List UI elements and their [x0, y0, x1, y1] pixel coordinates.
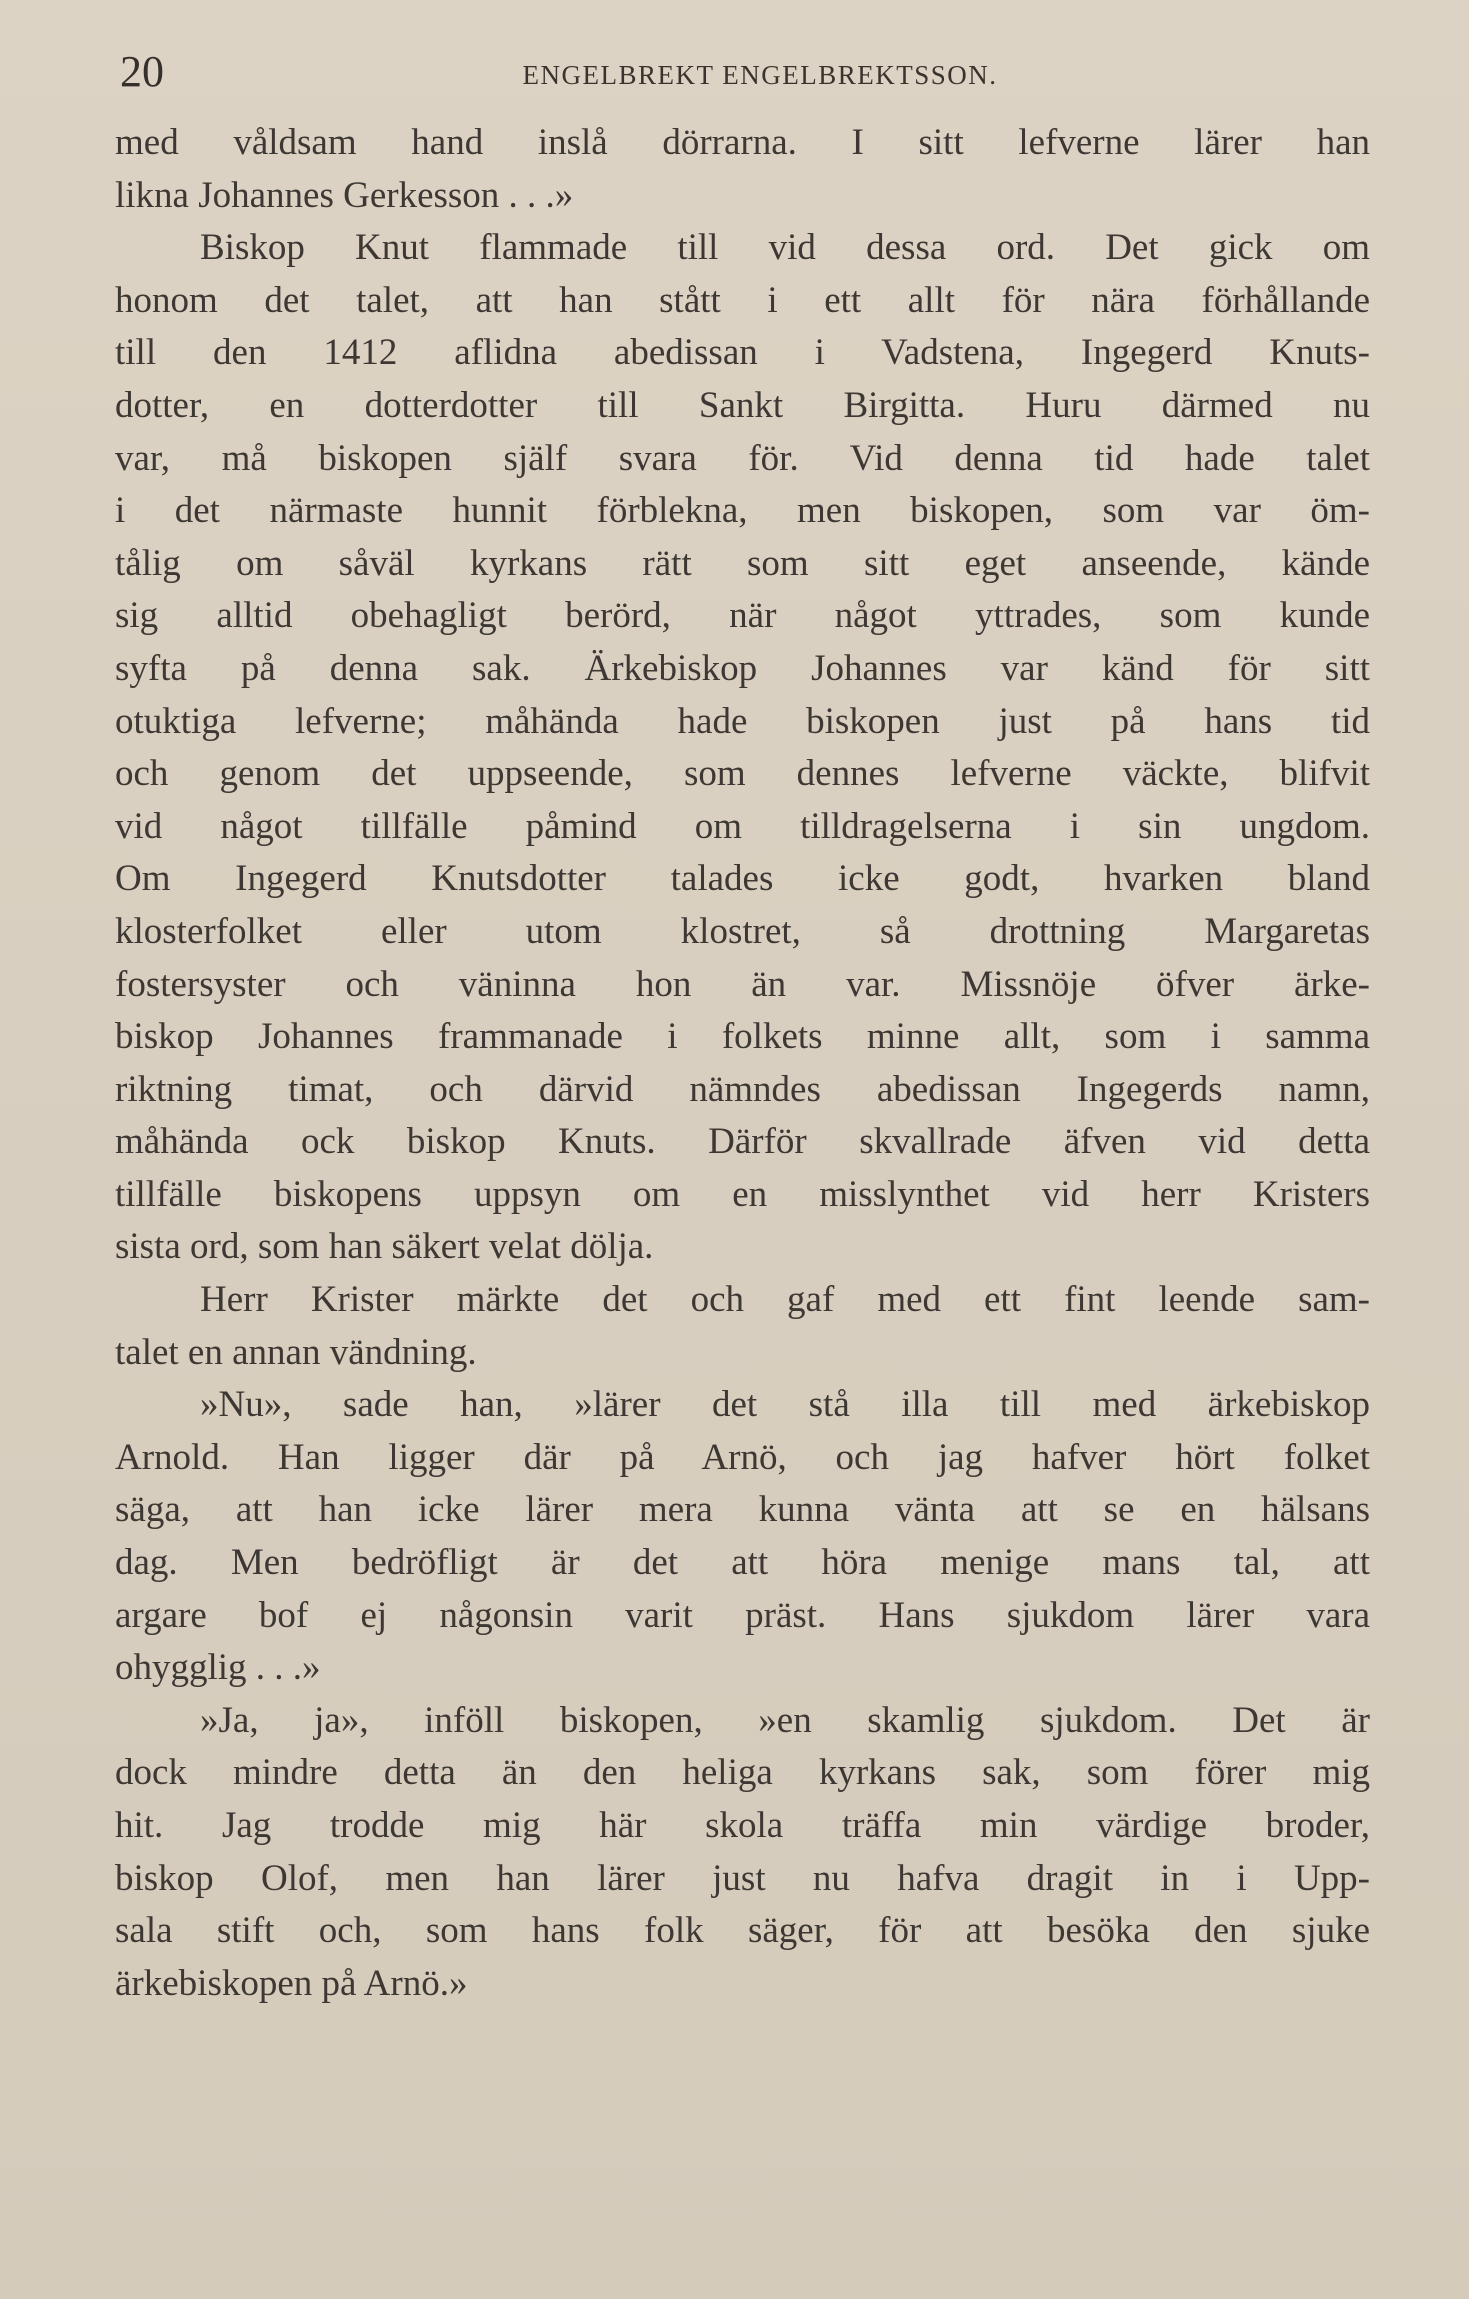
text-line: biskop Olof, men han lärer just nu hafva dragit in i Upp- [115, 1857, 1370, 1899]
text-line: otuktiga lefverne; måhända hade biskopen just på hans tid [115, 700, 1370, 742]
text-line: riktning timat, och därvid nämndes abedissan Ingegerds namn, [115, 1068, 1370, 1110]
body-text [115, 117, 1370, 2010]
text-line: måhända ock biskop Knuts. Därför skvallrade äfven vid detta [115, 1121, 1370, 1163]
text-line: med våldsam hand inslå dörrarna. I sitt lefverne lärer han [115, 122, 1370, 163]
text-line: Arnold. Han ligger där på Arnö, och jag hafver hört folket [115, 1436, 1370, 1478]
text-line: biskop Johannes frammanade i folkets minne allt, som i samma [115, 1016, 1370, 1058]
page-header [110, 40, 1370, 100]
text-line: dag. Men bedröfligt är det att höra menige mans tal, att [115, 1542, 1370, 1584]
text-line: ärkebiskopen på Arnö.» [115, 1962, 468, 2004]
text-line: sista ord, som han säkert velat dölja. [115, 1226, 654, 1268]
text-line: tillfälle biskopens uppsyn om en misslynthet vid herr Kristers [115, 1173, 1370, 1215]
text-line: honom det talet, att han stått i ett allt för nära förhållande [115, 279, 1370, 321]
text-line: syfta på denna sak. Ärkebiskop Johannes var känd för sitt [115, 647, 1370, 689]
text-line: ohygglig . . .» [115, 1647, 321, 1689]
text-line: var, må biskopen själf svara för. Vid denna tid hade talet [115, 437, 1370, 479]
text-line: tålig om såväl kyrkans rätt som sitt eget anseende, kände [115, 542, 1370, 584]
text-line: talet en annan vändning. [115, 1331, 477, 1373]
text-line: hit. Jag trodde mig här skola träffa min värdige broder, [115, 1805, 1370, 1846]
text-line: i det närmaste hunnit förblekna, men biskopen, som var öm- [115, 490, 1370, 532]
running-title: ENGELBREKT ENGELBREKTSSON. [522, 60, 998, 90]
text-line: vid något tillfälle påmind om tilldragelserna i sin ungdom. [115, 805, 1370, 847]
text-line: Om Ingegerd Knutsdotter talades icke godt, hvarken bland [115, 858, 1370, 900]
paragraph-start-line: »Nu», sade han, »lärer det stå illa till med ärkebiskop [200, 1384, 1370, 1426]
text-line: och genom det uppseende, som dennes lefverne väckte, blifvit [115, 753, 1370, 795]
text-line: likna Johannes Gerkesson . . .» [115, 174, 574, 216]
text-line: klosterfolket eller utom klostret, så drottning Margaretas [115, 910, 1370, 952]
text-line: argare bof ej någonsin varit präst. Hans sjukdom lärer vara [115, 1594, 1370, 1636]
text-line: sala stift och, som hans folk säger, för att besöka den sjuke [115, 1910, 1370, 1952]
paragraph-start-line: Biskop Knut flammade till vid dessa ord. Det gick om [200, 227, 1370, 269]
text-line: säga, att han icke lärer mera kunna vänta att se en hälsans [115, 1489, 1370, 1531]
page-number: 20 [120, 47, 164, 96]
text-line: fostersyster och väninna hon än var. Missnöje öfver ärke- [115, 963, 1370, 1005]
text-line: dotter, en dotterdotter till Sankt Birgitta. Huru därmed nu [115, 384, 1370, 426]
text-line: dock mindre detta än den heliga kyrkans sak, som förer mig [115, 1752, 1370, 1794]
text-line: sig alltid obehagligt berörd, när något yttrades, som kunde [115, 595, 1370, 637]
paragraph-start-line: Herr Krister märkte det och gaf med ett fint leende sam- [200, 1279, 1370, 1321]
paragraph-start-line: »Ja, ja», inföll biskopen, »en skamlig sjukdom. Det är [200, 1699, 1370, 1741]
text-line: till den 1412 aflidna abedissan i Vadstena, Ingegerd Knuts- [115, 332, 1370, 374]
